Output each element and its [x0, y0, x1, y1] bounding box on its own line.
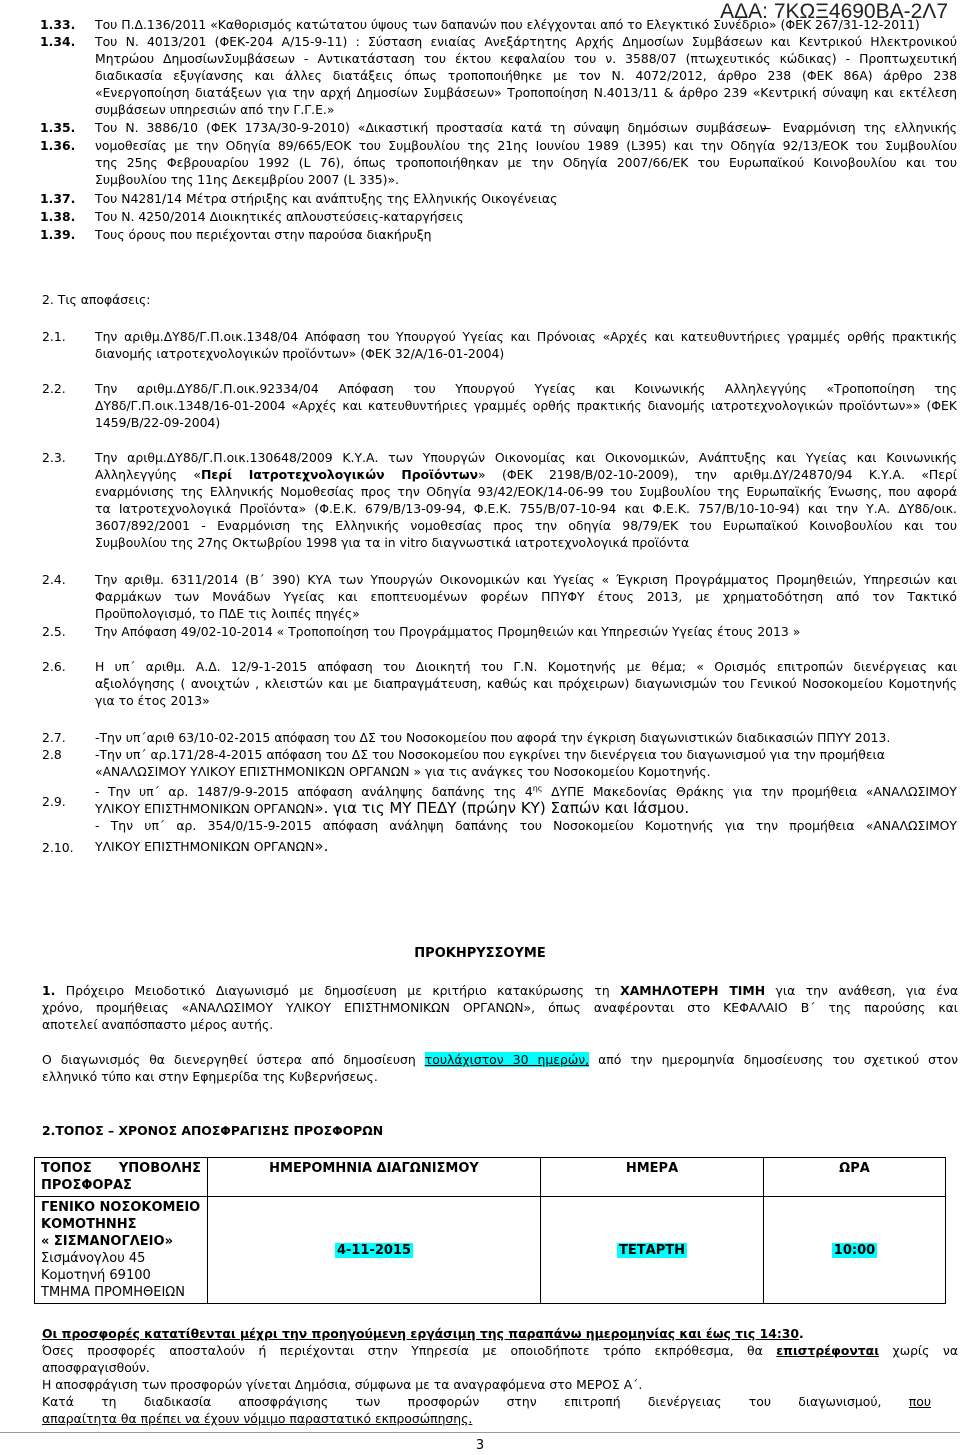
text-fragment: ΥΛΙΚΟΥ ΕΠΙΣΤΗΜΟΝΙΚΩΝ ΟΡΓΑΝΩΝ	[95, 839, 315, 854]
table-header-row	[35, 1158, 946, 1197]
bold-title: Περί Ιατροτεχνολογικών Προϊόντων	[201, 467, 479, 482]
para-line: ελληνικό τύπο και στην Εφημερίδα της Κυβερνήσεως.	[42, 1069, 378, 1084]
page-number: 3	[475, 1438, 485, 1453]
item-number: 2.9.	[42, 794, 66, 809]
late-offers-para	[42, 1343, 958, 1360]
para-number: 1.	[42, 983, 56, 998]
item-text-line: συμβάσεων υπηρεσιών από την Γ.Γ.Ε.»	[95, 102, 335, 117]
item-text: -Την υπ΄αριθ 63/10-02-2015 απόφαση του ΔΣ του Νοσοκομείου που αφορά την έγκριση διαγωνιστικών διαδικασιών ΠΠΥΥ 2013.	[95, 730, 891, 745]
proclamation-para-1	[42, 983, 958, 1000]
header-text: ΤΟΠΟΣ	[41, 1161, 92, 1176]
table-row	[35, 1197, 946, 1304]
page-divider	[0, 1432, 960, 1433]
header-text: ΠΡΟΣΦΟΡΑΣ	[41, 1178, 132, 1193]
item-number: 2.4.	[42, 572, 66, 587]
place-line: ΓΕΝΙΚΟ ΝΟΣΟΚΟΜΕΙΟ	[41, 1200, 201, 1215]
place-line: ΚΟΜΟΤΗΝΗΣ	[41, 1217, 137, 1232]
text-fragment: Πρόχειρο Μειοδοτικό Διαγωνισμό με δημοσίευση με κριτήριο κατακύρωσης τη	[55, 983, 621, 998]
item-text-line: Συμβουλίου της 27ης Οκτωβρίου 1998 για τα in vitro διαγνωστικά ιατροτεχνολογικά προϊόντα	[95, 535, 690, 550]
item-number: 1.33.	[40, 17, 76, 32]
place-line: ΤΜΗΜΑ ΠΡΟΜΗΘΕΙΩΝ	[41, 1285, 185, 1300]
item-number: 2.5.	[42, 624, 66, 639]
item-text: Του Ν. 3886/10 (ΦΕΚ 173Α/30-9-2010) «Δικαστική προστασία κατά τη σύναψη δημόσιων συμβάσεων ̶ Εναρμόνιση της ελληνικής	[95, 120, 957, 135]
item-text-line: - Την υπ΄ αρ. 354/0/15-9-2015 απόφαση ανάληψη δαπάνης του Νοσοκομείου Κομοτηνής για την προμήθεια «ΑΝΑΛΩΣΙΜΟΥ	[95, 818, 957, 833]
item-number: 2.2.	[42, 381, 66, 396]
item-text-line: της 25ης Φεβρουαρίου 1992 (L 76), όπως τροποποιήθηκαν με την Οδηγία 2007/66/ΕΚ του Ευρωπαϊκού Κοινοβουλίου και του	[95, 155, 957, 170]
item-number: 1.35.	[40, 120, 76, 135]
place-line: « ΣΙΣΜΑΝΟΓΛΕΙΟ»	[41, 1234, 173, 1249]
underlined-text: απαραίτητα θα πρέπει να έχουν νόμιμο παραστατικό εκπροσώπησης.	[42, 1411, 473, 1426]
item-number: 2.3.	[42, 450, 66, 465]
text-fragment: .	[799, 1326, 804, 1341]
text-fragment: ».	[314, 837, 329, 855]
item-text-line: αξιολόγησης ( ανοιχτών , κλειστών και με διαπραγμάτευση, καθώς και πρόχειρων) διαγωνισμών του Γενικού Νοσοκομείου Κομοτηνής	[95, 676, 957, 691]
item-number: 1.38.	[40, 209, 76, 224]
header-date: ΗΜΕΡΟΜΗΝΙΑ ΔΙΑΓΩΝΙΣΜΟΥ	[208, 1158, 541, 1197]
proclamation-para-2	[42, 1052, 958, 1069]
item-text: Την αριθμ.ΔΥ8δ/Γ.Π.οικ.1348/04 Απόφαση του Υπουργού Υγείας και Πρόνοιας «Αρχές και κατευθυντήριες γραμμές ορθής πρακτικής	[95, 329, 957, 344]
item-text-line: 3607/892/2001 - Εναρμόνιση της Ελληνικής νομοθεσίας προς την οδηγία 98/79/ΕΚ του Ευρωπαϊκού Κοινοβουλίου και του	[95, 518, 957, 533]
text-fragment: » (ΦΕΚ 2198/Β/02-10-2009), την αριθμ.ΔΥ/24870/94 Κ.Υ.Α. «Περί	[478, 467, 957, 482]
ada-code: ΑΔΑ: 7ΚΩΞ4690ΒΑ-2Λ7	[720, 0, 948, 23]
date-cell	[208, 1197, 541, 1304]
text-fragment: ». για τις ΜΥ ΠΕΔΥ (πρώην ΚΥ) Σαπών και Ιάσμου.	[314, 799, 690, 817]
item-text-line: Μητρώου ΔημοσίωνΣυμβάσεων - Αντικατάσταση του έκτου κεφαλαίου του ν. 3588/07 (πτωχευτικός κώδικας) - Προπτωχευτική	[95, 51, 957, 66]
item-text-line	[95, 467, 957, 484]
item-number: 2.6.	[42, 659, 66, 674]
item-text-line: διανομής ιατροτεχνολογικών προϊόντων» (ΦΕΚ 32/Α/16-01-2004)	[95, 346, 505, 361]
text-fragment: χωρίς να	[879, 1343, 958, 1358]
header-place	[35, 1158, 208, 1197]
item-text-line: Προϋπολογισμό, το ΠΔΕ τις λοιπές πηγές»	[95, 606, 360, 621]
place-cell	[35, 1197, 208, 1304]
item-text: Του Π.Δ.136/2011 «Καθορισμός κατώτατου ύψους των δαπανών που ελέγχονται από το Ελεγκτικό Συνέδριο» (ΦΕΚ 267/31-12-2011)	[95, 17, 920, 32]
opening-para: Η αποσφράγιση των προσφορών γίνεται Δημόσια, σύμφωνα με τα αναγραφόμενα στο ΜΕΡΟΣ Α΄.	[42, 1377, 643, 1392]
item-text: Του Ν4281/14 Μέτρα στήριξης και ανάπτυξης της Ελληνικής Οικογένειας	[95, 191, 558, 206]
place-line: Κομοτηνή 69100	[41, 1268, 151, 1283]
item-text: Την αριθμ.ΔΥ8δ/Γ.Π.οικ.92334/04 Απόφαση του Υπουργού Υγείας και Κοινωνικής Αλληλεγγύης «Τροποποίηση της	[95, 381, 957, 396]
text-fragment: Κατά τη διαδικασία αποσφράγισης των προσφορών στην επιτροπή διενέργειας του διαγωνισμού,	[42, 1394, 909, 1409]
item-text: Του Ν. 4013/201 (ΦΕΚ-204 Α/15-9-11) : Σύσταση ενιαίας Ανεξάρτητης Αρχής Δημοσίων Συμβάσεων και Κεντρικού Ηλεκτρονικού	[95, 34, 957, 49]
schedule-table	[34, 1157, 946, 1304]
item-number: 2.1.	[42, 329, 66, 344]
item-number: 2.10.	[42, 840, 74, 855]
text-fragment: - Την υπ΄ αρ. 1487/9-9-2015 απόφαση ανάληψης δαπάνης της 4	[95, 784, 533, 800]
item-text: νομοθεσίας με την Οδηγία 89/665/ΕΟΚ του Συμβουλίου της 21ης Ιουνίου 1989 (L395) και την Οδηγία 92/13/ΕΟΚ του Συμβουλίου	[95, 138, 957, 153]
proclamation-title: ΠΡΟΚΗΡΥΣΣΟΥΜΕ	[414, 946, 546, 961]
place-line: Σισμάνογλου 45	[41, 1251, 146, 1266]
item-text: Τους όρους που περιέχονται στην παρούσα διακήρυξη	[95, 227, 432, 242]
item-text-line	[95, 800, 957, 818]
header-time: ΩΡΑ	[764, 1158, 946, 1197]
item-text: Την αριθμ. 6311/2014 (Β΄ 390) ΚΥΑ των Υπουργών Οικονομικών και Υγείας « Έγκριση Προγράμματος Προμηθειών, Υπηρεσιών και	[95, 572, 957, 587]
highlight-days: τουλάχιστον 30 ημερών,	[424, 1052, 590, 1067]
para-line	[42, 1411, 472, 1428]
item-text: Του Ν. 4250/2014 Διοικητικές απλουστεύσεις-καταργήσεις	[95, 209, 464, 224]
item-text-line	[95, 838, 957, 856]
tender-time: 10:00	[833, 1242, 876, 1258]
item-text: Την Απόφαση 49/02-10-2014 « Τροποποίηση του Προγράμματος Προμηθειών και Υπηρεσιών Υγείας έτους 2013 »	[95, 624, 801, 639]
text-fragment: από την ημερομηνία δημοσίευσης του σχετικού στον	[589, 1052, 958, 1067]
tender-date: 4-11-2015	[336, 1242, 412, 1258]
item-text-line: Συμβουλίου της 11ης Δεκεμβρίου 2007 (L 335)».	[95, 172, 399, 187]
item-text-line: 1459/Β/22-09-2004)	[95, 415, 221, 430]
para-line: αποτελεί αναπόσπαστο μέρος αυτής.	[42, 1017, 274, 1032]
item-text: Την αριθμ.ΔΥ8δ/Γ.Π.οικ.130648/2009 Κ.Υ.Α. των Υπουργών Οικονομίας και Οικονομικών, Ανάπτυξης και Υγείας και Κοινωνικής	[95, 450, 957, 465]
item-number: 2.7.	[42, 730, 66, 745]
header-text: ΥΠΟΒΟΛΗΣ	[118, 1161, 201, 1176]
underlined-word: που	[908, 1394, 931, 1409]
item-text-line	[95, 781, 957, 801]
item-text-line: τα Ιατροτεχνολογικά Προϊόντα» (Φ.Ε.Κ. 679/Β/13-09-94, Φ.Ε.Κ. 755/Β/07-10-94 και Φ.Ε.Κ. 757/Β/10-10-94) και την Υ.Α. ΔΥ8δ/οικ.	[95, 501, 957, 516]
item-number: 1.37.	[40, 191, 76, 206]
returned-word: επιστρέφονται	[776, 1343, 880, 1358]
item-text-line: ΔΥ8δ/Γ.Π.οικ.1348/16-01-2004 «Αρχές και κατευθυντήριες γραμμές ορθής πρακτικής διανομής ιατροτεχνολογικών προϊόντων»» (ΦΕΚ	[95, 398, 957, 413]
item-number: 2.8	[42, 747, 62, 762]
time-cell	[764, 1197, 946, 1304]
item-number: 1.34.	[40, 34, 76, 49]
para-line: αποσφραγισθούν.	[42, 1360, 150, 1375]
day-cell	[541, 1197, 764, 1304]
item-text-line: εναρμόνισης της Ελληνικής Νομοθεσίας προς την Οδηγία 93/42/ΕΟΚ/14-06-99 του Συμβουλίου της Ευρωπαϊκής Ένωσης, που αφορά	[95, 484, 957, 499]
header-day: ΗΜΕΡΑ	[541, 1158, 764, 1197]
para-line: χρόνο, προμήθειας «ΑΝΑΛΩΣΙΜΟΥ ΥΛΙΚΟΥ ΕΠΙΣΤΗΜΟΝΙΚΩΝ ΟΡΓΑΝΩΝ», όπως αναφέρονται στο ΚΕΦΑΛΑΙΟ Β΄ της παρούσης και	[42, 1000, 958, 1015]
item-text-line: «Ενεργοποίηση διατάξεων για την αρχή Δημοσίων Συμβάσεων» Τροποποίηση Ν.4013/11 & άρθρο 239 «Κεντρική σύναψη και εκτέλεση	[95, 85, 957, 100]
text-fragment: Ο διαγωνισμός θα διενεργηθεί ύστερα από δημοσίευση	[42, 1052, 425, 1067]
superscript: ης	[532, 784, 543, 793]
deadline-text: Οι προσφορές κατατίθενται μέχρι την προηγούμενη εργάσιμη της παραπάνω ημερομηνίας και έως τις 14:30	[42, 1326, 800, 1341]
item-number: 1.36.	[40, 138, 76, 153]
item-text-line: για το έτος 2013»	[95, 693, 210, 708]
text-fragment: ΥΛΙΚΟΥ ΕΠΙΣΤΗΜΟΝΙΚΩΝ ΟΡΓΑΝΩΝ	[95, 801, 315, 816]
item-text: Η υπ΄ αριθμ. Α.Δ. 12/9-1-2015 απόφαση του Διοικητή του Γ.Ν. Κομοτηνής με θέμα; « Ορισμός επιτροπών διενέργειας και	[95, 659, 957, 674]
item-text-line: διαδικασία εξυγίανσης και άλλες διατάξεις όπως τροποποιήθηκε με τον Ν. 4072/2012, άρθρο 238 (ΦΕΚ 86Α) άρθρο 238	[95, 68, 957, 83]
procedure-para	[42, 1394, 931, 1411]
section-2-heading: 2. Τις αποφάσεις:	[42, 292, 151, 307]
bold-criterion: ΧΑΜΗΛΟΤΕΡΗ ΤΙΜΗ	[620, 983, 766, 998]
text-fragment: για την ανάθεση, για ένα	[765, 983, 958, 998]
tender-day: ΤΕΤΑΡΤΗ	[619, 1242, 685, 1258]
item-text: -Την υπ΄ αρ.171/28-4-2015 απόφαση του ΔΣ του Νοσοκομείου που εγκρίνει την διενέργεια του διαγωνισμού για την προμήθεια	[95, 747, 885, 762]
item-text-line: «ΑΝΑΛΩΣΙΜΟΥ ΥΛΙΚΟΥ ΕΠΙΣΤΗΜΟΝΙΚΩΝ ΟΡΓΑΝΩΝ » για τις ανάγκες του Νοσοκομείου Κομοτηνής.	[95, 764, 711, 779]
section-place-title: 2.ΤΟΠΟΣ – ΧΡΟΝΟΣ ΑΠΟΣΦΡΑΓΙΣΗΣ ΠΡΟΣΦΟΡΩΝ	[42, 1123, 384, 1138]
text-fragment: Όσες προσφορές αποσταλούν ή περιέχονται στην Υπηρεσία με οποιοδήποτε τρόπο εκπρόθεσμα, θα	[42, 1343, 777, 1358]
item-number: 1.39.	[40, 227, 76, 242]
text-fragment: Αλληλεγγύης «	[95, 467, 201, 482]
text-fragment: ΔΥΠΕ Μακεδονίας Θράκης για την προμήθεια «ΑΝΑΛΩΣΙΜΟΥ	[542, 784, 958, 800]
item-text-line: Φαρμάκων των Μονάδων Υγείας και εποπτευομένων φορέων ΠΠΥΦΥ έτους 2013, με χρηματοδότηση από τον Τακτικό	[95, 589, 957, 604]
deadline-para	[42, 1326, 804, 1343]
